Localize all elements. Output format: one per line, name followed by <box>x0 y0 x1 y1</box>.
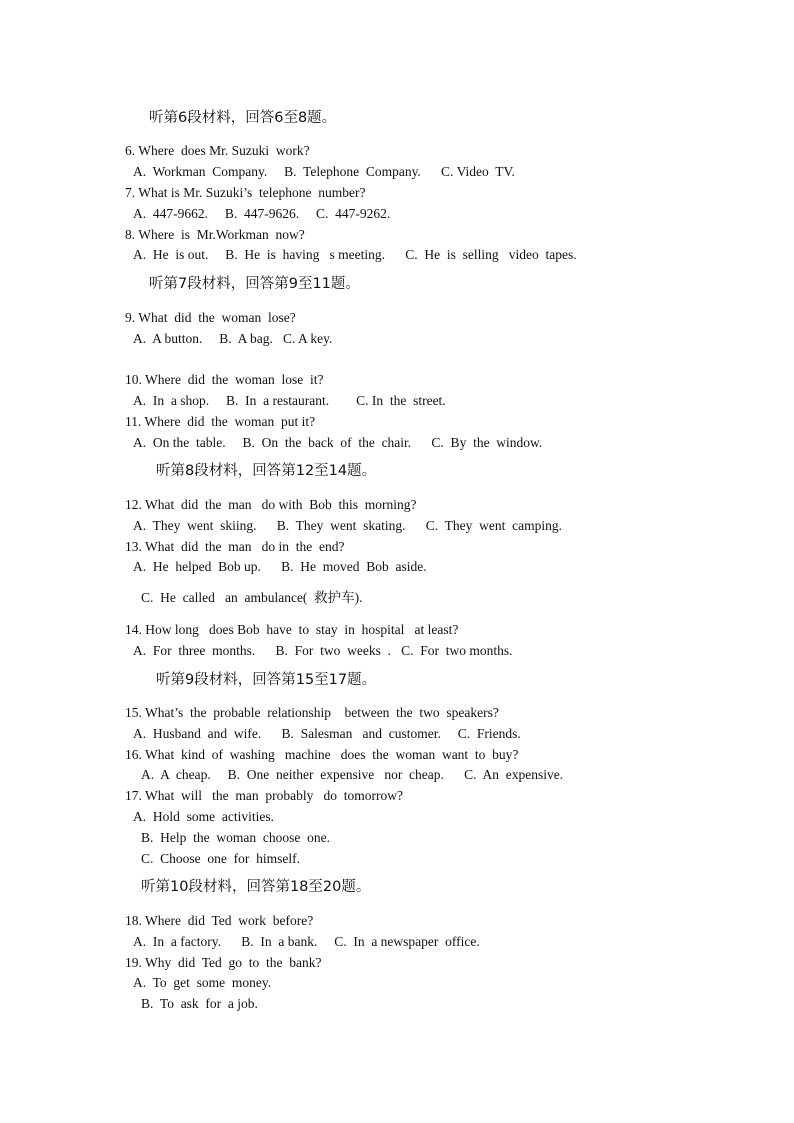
question-18-options: A. In a factory. B. In a bank. C. In a newspaper office. <box>133 934 480 949</box>
question-17-option-a: A. Hold some activities. <box>133 809 274 824</box>
question-15: 15. What’s the probable relationship between the two speakers? <box>125 705 499 720</box>
question-19-option-b: B. To ask for a job. <box>141 996 258 1011</box>
question-14: 14. How long does Bob have to stay in hospital at least? <box>125 622 459 637</box>
question-11-options: A. On the table. B. On the back of the chair. C. By the window. <box>133 435 543 450</box>
section-7-heading: 听第7段材料，回答第9至11题。 <box>149 276 360 292</box>
question-13-options-ab: A. He helped Bob up. B. He moved Bob aside. <box>133 559 427 574</box>
question-8-options: A. He is out. B. He is having s meeting. C. He is selling video tapes. <box>133 247 577 262</box>
question-6-options: A. Workman Company. B. Telephone Company. C. Video TV. <box>133 164 515 179</box>
question-10: 10. Where did the woman lose it? <box>125 372 324 387</box>
question-7-options: A. 447-9662. B. 447-9626. C. 447-9262. <box>133 206 391 221</box>
section-10-heading: 听第10段材料，回答第18至20题。 <box>141 879 371 895</box>
question-15-options: A. Husband and wife. B. Salesman and customer. C. Friends. <box>133 726 521 741</box>
question-11: 11. Where did the woman put it? <box>125 414 316 429</box>
question-19: 19. Why did Ted go to the bank? <box>125 955 322 970</box>
question-12: 12. What did the man do with Bob this morning? <box>125 497 417 512</box>
question-16: 16. What kind of washing machine does the woman want to buy? <box>125 747 519 762</box>
question-6: 6. Where does Mr. Suzuki work? <box>125 143 310 158</box>
question-7: 7. What is Mr. Suzuki’s telephone number? <box>125 185 366 200</box>
question-14-options: A. For three months. B. For two weeks . C. For two months. <box>133 643 513 658</box>
question-10-options: A. In a shop. B. In a restaurant. C. In the street. <box>133 393 446 408</box>
section-9-heading: 听第9段材料，回答第15至17题。 <box>156 672 377 688</box>
question-9: 9. What did the woman lose? <box>125 310 296 325</box>
question-13: 13. What did the man do in the end? <box>125 539 345 554</box>
section-8-heading: 听第8段材料，回答第12至14题。 <box>156 463 377 479</box>
question-18: 18. Where did Ted work before? <box>125 913 314 928</box>
question-13-option-c: C. He called an ambulance( 救护车). <box>141 590 363 605</box>
question-8: 8. Where is Mr.Workman now? <box>125 227 305 242</box>
question-19-option-a: A. To get some money. <box>133 975 272 990</box>
question-17-option-b: B. Help the woman choose one. <box>141 830 330 845</box>
question-16-options: A. A cheap. B. One neither expensive nor cheap. C. An expensive. <box>141 767 564 782</box>
question-12-options: A. They went skiing. B. They went skating. C. They went camping. <box>133 518 562 533</box>
question-17: 17. What will the man probably do tomorrow? <box>125 788 403 803</box>
section-6-heading: 听第6段材料，回答6至8题。 <box>149 110 337 126</box>
question-9-options: A. A button. B. A bag. C. A key. <box>133 331 333 346</box>
question-17-option-c: C. Choose one for himself. <box>141 851 300 866</box>
